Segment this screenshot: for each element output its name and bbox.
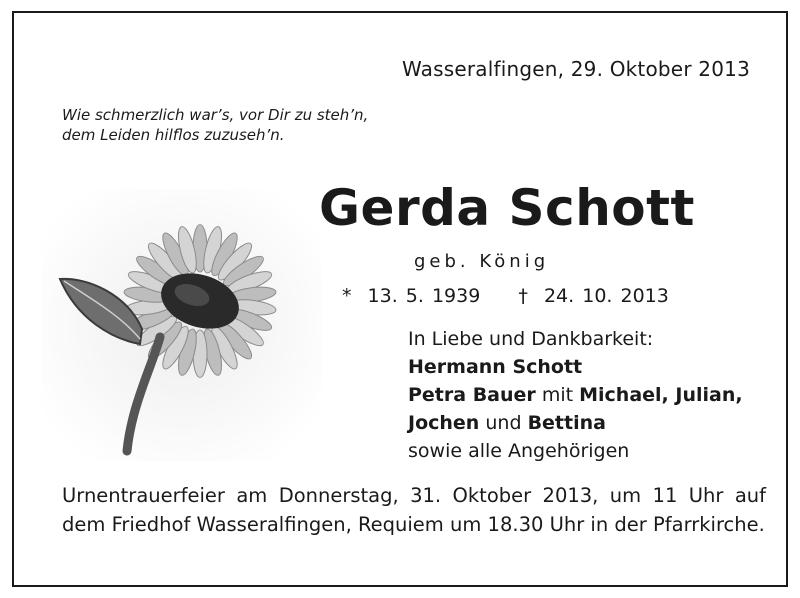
death-cross-icon: † [518,285,528,307]
mourner-connector: mit [535,384,580,406]
mourner-name: Hermann Schott [408,356,583,378]
mourner-name: Petra Bauer [408,384,536,406]
mourners-closing: sowie alle Angehörigen [408,440,630,462]
mourner-name: Michael, Julian, [579,384,743,406]
mourner-connector: und [479,412,528,434]
memorial-verse [62,105,368,145]
mourners-intro: In Liebe und Dankbarkeit: [408,328,654,350]
obituary-notice [12,11,788,587]
sunflower-icon [42,189,322,461]
mourner-line-2 [408,381,743,409]
birth-date: 13. 5. 1939 [367,285,481,307]
life-dates [342,285,669,307]
mourners-list [408,325,743,465]
mourner-name: Bettina [527,412,606,434]
verse-line-2: dem Leiden hilflos zuzuseh’n. [62,126,285,144]
ceremony-details: Urnentrauerfeier am Donnerstag, 31. Oktober 2013, um 11 Uhr auf dem Friedhof Wasseralfingen, Requiem um 18.30 Uhr in der Pfarrkirche. [62,484,766,536]
maiden-name: geb. König [414,251,550,272]
mourner-line-1 [408,353,743,381]
verse-line-1: Wie schmerzlich war’s, vor Dir zu steh’n, [62,106,369,124]
place-date: Wasseralfingen, 29. Oktober 2013 [401,57,750,81]
mourner-name: Jochen [408,412,480,434]
death-date: 24. 10. 2013 [543,285,669,307]
deceased-name: Gerda Schott [319,179,695,237]
mourner-line-3 [408,409,743,437]
birth-star-icon: * [342,285,352,307]
